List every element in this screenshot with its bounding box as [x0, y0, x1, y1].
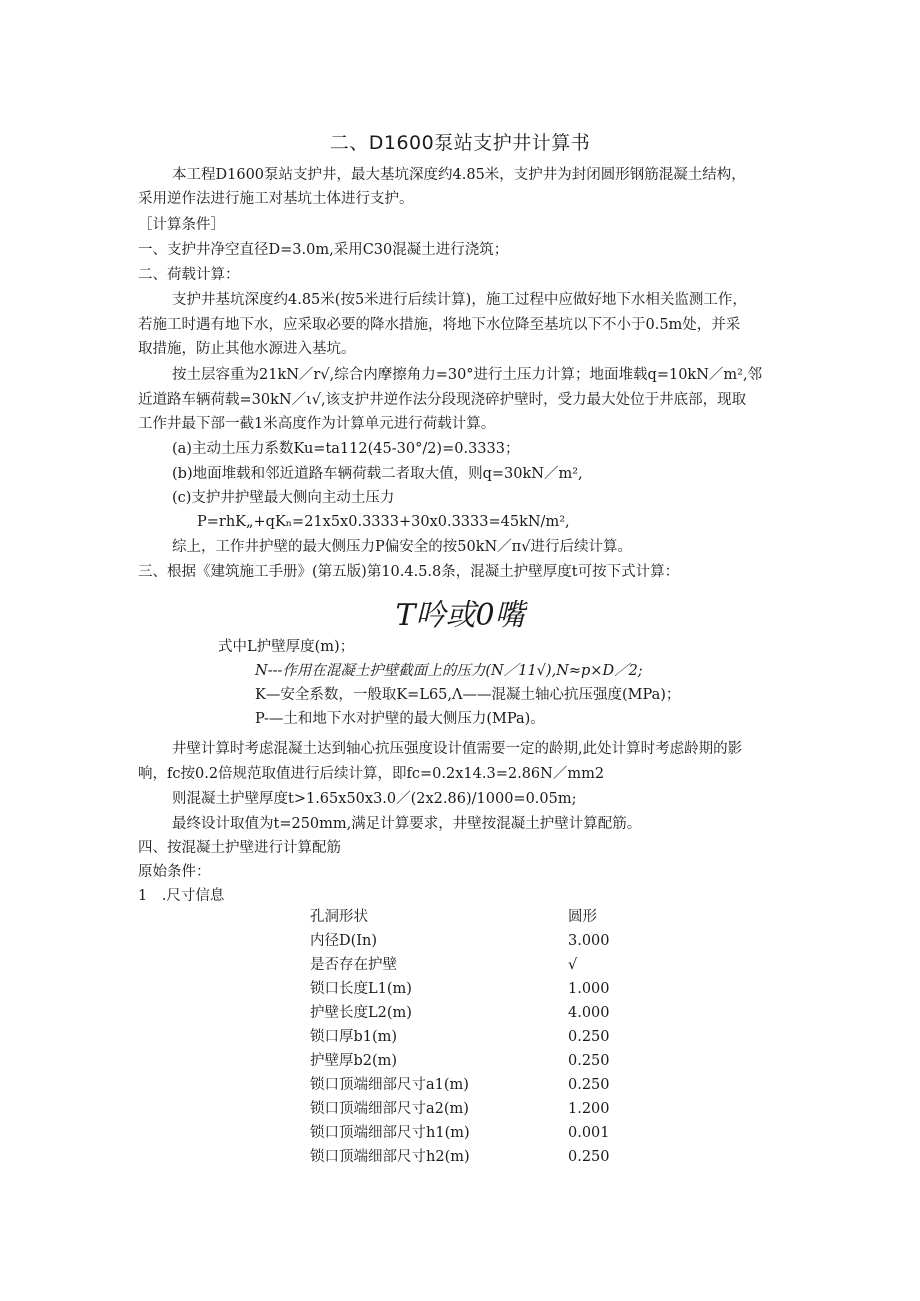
legend-k: K—安全系数，一般取K=L65,Λ——混凝土轴心抗压强度(MPa)； — [255, 687, 681, 703]
row-value: 0.250 — [568, 1053, 610, 1069]
size-table — [310, 905, 630, 1169]
section-3-heading: 三、根据《建筑施工手册》(第五版)第10.4.5.8条，混凝土护壁厚度t可按下式计算： — [138, 564, 680, 580]
row-label: 是否存在护壁 — [310, 957, 397, 973]
condition-2-heading: 二、荷载计算： — [138, 267, 240, 283]
row-value: 0.001 — [568, 1125, 610, 1141]
row-value: 3.000 — [568, 933, 610, 949]
table-row — [310, 929, 630, 953]
row-value: 0.250 — [568, 1149, 610, 1165]
row-label: 护壁厚b2(m) — [310, 1053, 398, 1069]
row-label: 锁口顶端细部尺寸h1(m) — [310, 1125, 470, 1141]
section-conditions: ［计算条件］ — [138, 217, 225, 233]
intro-line-1: 本工程D1600泵站支护井，最大基坑深度约4.85米，支护井为封闭圆形钢筋混凝土结构， — [172, 167, 746, 183]
row-label: 锁口顶端细部尺寸a1(m) — [310, 1077, 469, 1093]
original-conditions: 原始条件： — [138, 864, 211, 880]
section-4-heading: 四、按混凝土护壁进行计算配筋 — [138, 840, 341, 856]
curing-line-2: 响，fc按0.2倍规范取值进行后续计算，即fc=0.2x14.3=2.86N／mm2 — [138, 766, 605, 782]
load-paragraph-line-3: 取措施，防止其他水源进入基坑。 — [138, 341, 356, 357]
item-a: (a)主动土压力系数Ku=ta112(45-30°/2)=0.3333； — [172, 441, 520, 457]
row-label: 锁口顶端细部尺寸h2(m) — [310, 1149, 470, 1165]
table-row — [310, 1145, 630, 1169]
table-row — [310, 1121, 630, 1145]
row-label: 锁口顶端细部尺寸a2(m) — [310, 1101, 469, 1117]
final-design-line: 最终设计取值为t=250mm,满足计算要求，井壁按混凝土护壁计算配筋。 — [172, 816, 642, 832]
table-row — [310, 1001, 630, 1025]
condition-1: 一、支护井净空直径D=3.0m,采用C30混凝土进行浇筑； — [138, 242, 509, 258]
row-value: 1.000 — [568, 981, 610, 997]
row-value: √ — [568, 957, 578, 973]
table-row — [310, 977, 630, 1001]
row-label: 锁口厚b1(m) — [310, 1029, 398, 1045]
table-row — [310, 905, 630, 929]
soil-paragraph-line-1: 按土层容重为21kN／r√,综合内摩擦角力=30°进行土压力计算；地面堆载q=10kN／m²,邻 — [172, 367, 763, 383]
row-value: 0.250 — [568, 1029, 610, 1045]
load-paragraph-line-1: 支护井基坑深度约4.85米(按5米进行后续计算)，施工过程中应做好地下水相关监测工作， — [172, 292, 747, 308]
load-paragraph-line-2: 若施工时遇有地下水，应采取必要的降水措施，将地下水位降至基坑以下不小于0.5m处，并采 — [138, 317, 741, 333]
row-label: 内径D(In) — [310, 933, 378, 949]
page-title: 二、D1600泵站支护井计算书 — [329, 132, 591, 154]
table-row — [310, 953, 630, 977]
row-label: 护壁长度L2(m) — [310, 1005, 412, 1021]
summary-line: 综上，工作井护壁的最大侧压力P偏安全的按50kN／π√进行后续计算。 — [172, 539, 632, 555]
table-row — [310, 1097, 630, 1121]
soil-paragraph-line-2: 近道路车辆荷载=30kN／ι√,该支护井逆作法分段现浇碎护壁时，受力最大处位于井底部，现取 — [138, 392, 747, 408]
legend-p: P-—土和地下水对护壁的最大侧压力(MPa)。 — [255, 711, 545, 727]
thickness-formula: T吟或0嘴 — [395, 598, 525, 633]
item-b: (b)地面堆载和邻近道路车辆荷载二者取大值，则q=30kN／m², — [172, 466, 583, 482]
intro-line-2: 采用逆作法进行施工对基坑土体进行支护。 — [138, 191, 414, 207]
row-value: 1.200 — [568, 1101, 610, 1117]
table-row — [310, 1073, 630, 1097]
table-row — [310, 1025, 630, 1049]
soil-paragraph-line-3: 工作井最下部一截1米高度作为计算单元进行荷载计算。 — [138, 416, 496, 432]
row-value: 0.250 — [568, 1077, 610, 1093]
row-value: 4.000 — [568, 1005, 610, 1021]
legend-t: 式中L护壁厚度(m)； — [218, 639, 355, 655]
thickness-calc: 则混凝土护壁厚度t>1.65x50x3.0／(2x2.86)/1000=0.05m; — [172, 791, 577, 807]
row-label: 锁口长度L1(m) — [310, 981, 412, 997]
row-label: 孔洞形状 — [310, 909, 368, 925]
table-row — [310, 1049, 630, 1073]
size-info-heading: 1 .尺寸信息 — [138, 888, 225, 904]
item-c: (c)支护井护壁最大侧向主动土压力 — [172, 490, 395, 506]
row-value: 圆形 — [568, 909, 597, 925]
pressure-equation: P=rhK„+qKₙ=21x5x0.3333+30x0.3333=45kN/m², — [197, 514, 570, 530]
legend-n: N---作用在混凝土护壁截面上的压力(N／11√),N≈p×D／2; — [255, 663, 643, 679]
curing-line-1: 井壁计算时考虑混凝土达到轴心抗压强度设计值需要一定的龄期,此处计算时考虑龄期的影 — [172, 741, 743, 757]
